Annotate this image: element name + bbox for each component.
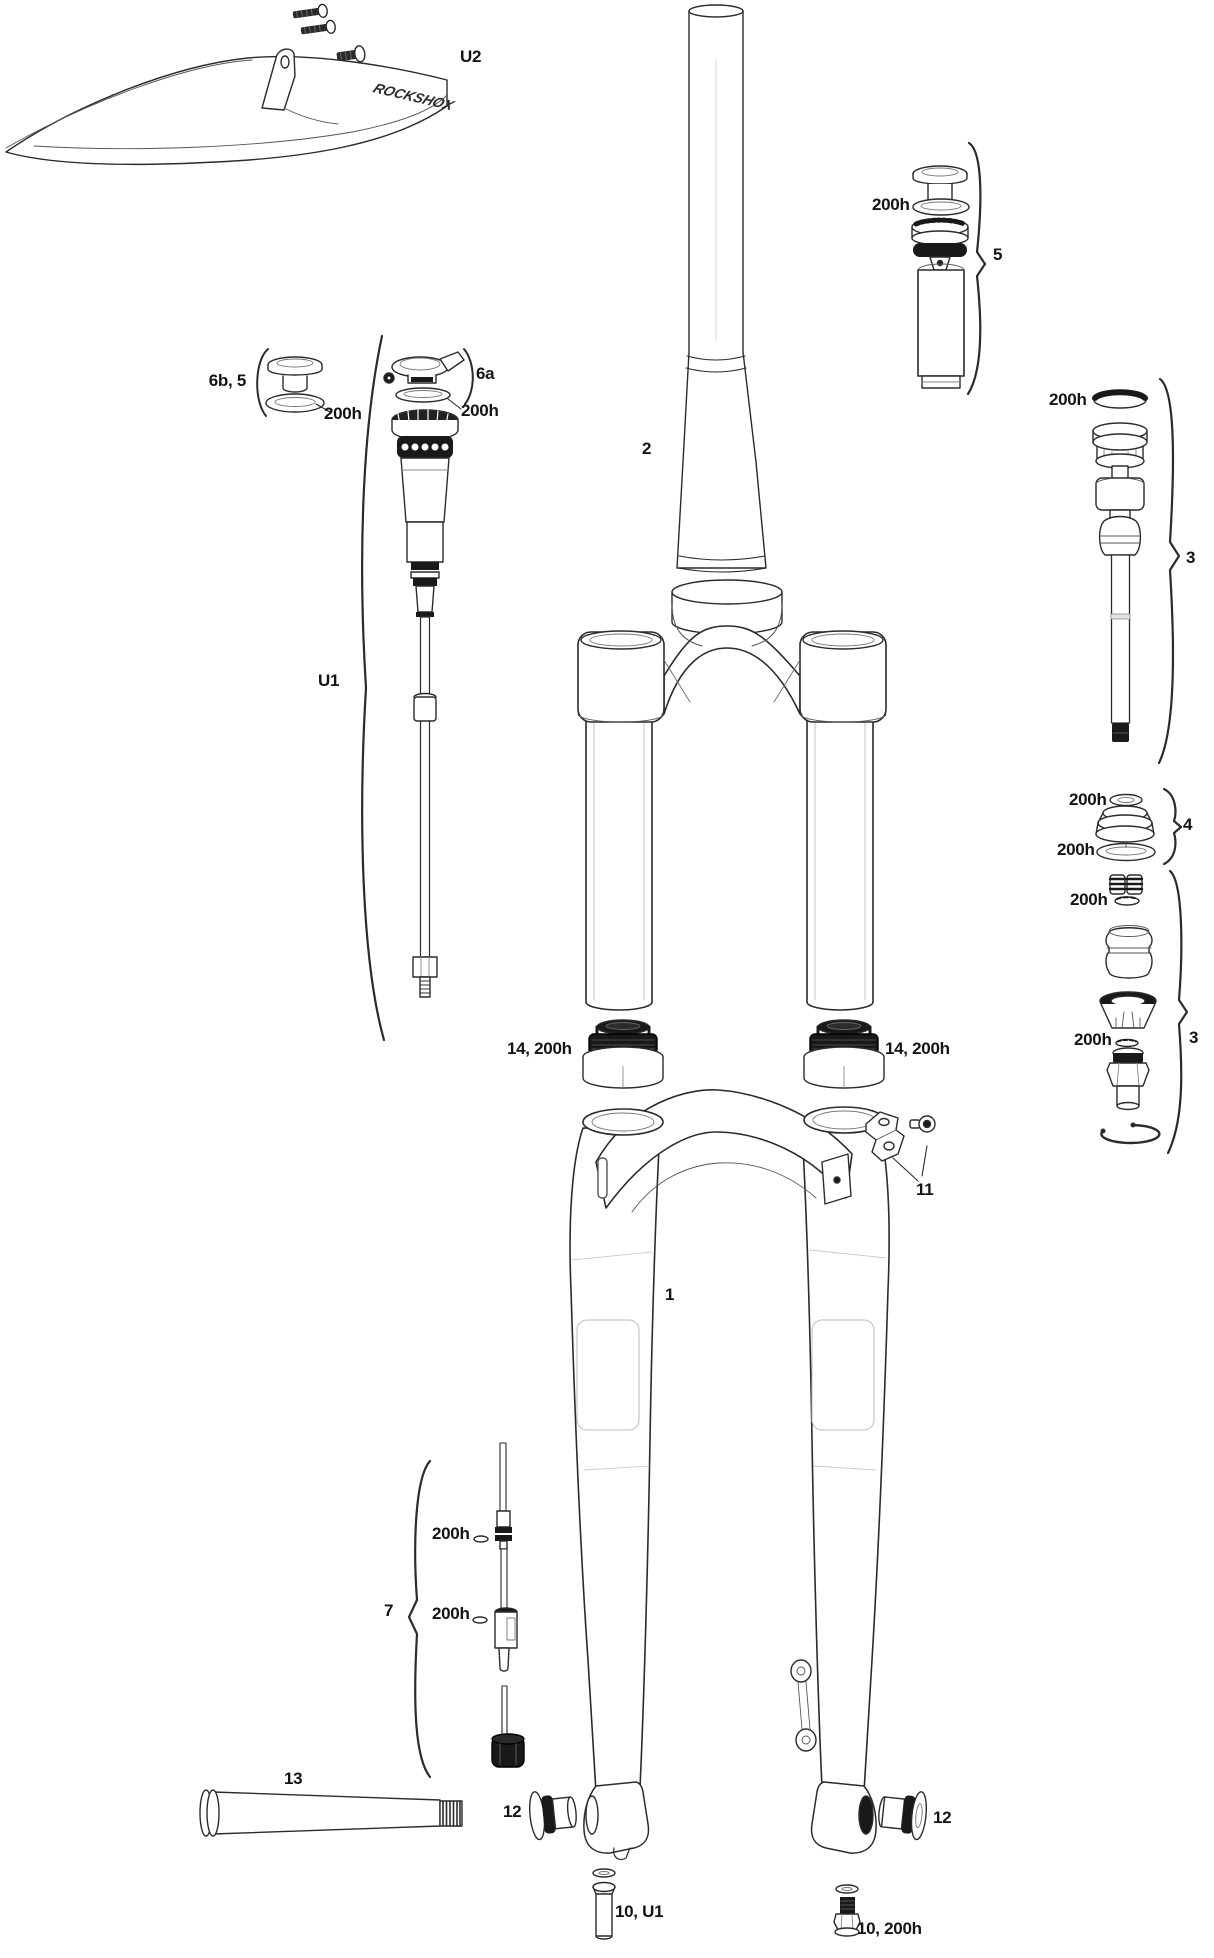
bracket-4 — [1164, 789, 1181, 864]
callout-12-left: 12 — [503, 1802, 522, 1821]
axle-bolt-right-drawing — [877, 1788, 929, 1841]
crush-washer — [836, 1885, 858, 1893]
callout-7: 7 — [384, 1601, 394, 1620]
callout-3-shaft: 3 — [1186, 548, 1196, 567]
damper-cartridge-drawing — [912, 143, 985, 394]
callout-12-right: 12 — [933, 1808, 952, 1827]
callout-u1: U1 — [318, 671, 340, 690]
callout-3-parts: 3 — [1189, 1028, 1199, 1047]
bracket-u1 — [362, 336, 384, 1040]
top-cap-kit-drawing — [1096, 789, 1181, 864]
callout-2: 2 — [642, 439, 652, 458]
compression-adjuster-drawing — [384, 349, 473, 409]
crown-steerer-drawing — [578, 5, 886, 1010]
top-cap-6b-drawing — [257, 349, 330, 416]
callout-200h-6a: 200h — [461, 401, 499, 420]
callout-5: 5 — [993, 245, 1003, 264]
bracket-7 — [409, 1461, 430, 1777]
callout-200h-rebound-1: 200h — [432, 1524, 470, 1543]
callout-200h-cap-left: 200h — [324, 404, 362, 423]
dust-seal-right-drawing — [804, 1020, 884, 1088]
callout-200h-cartridge: 200h — [872, 195, 910, 214]
o-ring-small — [473, 1617, 487, 1623]
callout-10-u1: 10, U1 — [615, 1902, 664, 1921]
air-spring-parts-drawing — [1100, 871, 1187, 1153]
callout-10-200h: 10, 200h — [857, 1919, 922, 1938]
crush-washer — [593, 1869, 615, 1877]
brand-logo: ROCKSHOX — [370, 81, 457, 114]
callout-11: 11 — [916, 1180, 934, 1199]
callout-u2: U2 — [460, 47, 482, 66]
callout-14-200h-left: 14, 200h — [507, 1039, 572, 1058]
bracket-5 — [968, 143, 985, 394]
callout-200h-topcap-oring: 200h — [1057, 840, 1095, 859]
bracket-6b5 — [257, 349, 268, 416]
callout-200h-washer: 200h — [1069, 790, 1107, 809]
lower-leg-right — [802, 1126, 889, 1792]
callout-13: 13 — [284, 1769, 303, 1788]
callout-4: 4 — [1183, 815, 1193, 834]
dust-seal-left-drawing — [583, 1020, 663, 1088]
fender-screw-icon — [300, 20, 336, 38]
callout-14-200h-right: 14, 200h — [885, 1039, 950, 1058]
damper-assembly-drawing — [362, 336, 458, 1040]
lower-leg-left — [570, 1128, 660, 1792]
callout-1: 1 — [665, 1285, 675, 1304]
air-shaft-drawing — [1093, 379, 1179, 763]
crown-arch — [664, 626, 800, 714]
shaft-bolt-left-drawing — [593, 1869, 615, 1939]
thru-axle-drawing — [200, 1790, 462, 1836]
fender-screw-icon — [292, 4, 328, 22]
bracket-3-bottom — [1168, 871, 1187, 1153]
bracket-6a — [464, 349, 473, 404]
lowers-drawing — [570, 1090, 889, 1860]
callout-200h-rebound-2: 200h — [432, 1604, 470, 1623]
fender-drawing — [6, 4, 458, 165]
o-ring-small — [474, 1536, 488, 1542]
bracket-3-top — [1159, 379, 1179, 763]
o-ring — [266, 394, 324, 412]
callout-6a: 6a — [476, 364, 495, 383]
callout-6b5: 6b, 5 — [208, 371, 246, 390]
snap-ring — [1101, 1125, 1159, 1143]
axle-bolt-left-drawing — [528, 1788, 579, 1841]
leader-line — [448, 399, 461, 409]
callout-200h-fitting: 200h — [1074, 1030, 1112, 1049]
callout-200h-sealhead: 200h — [1049, 390, 1087, 409]
callout-200h-rings: 200h — [1070, 890, 1108, 909]
